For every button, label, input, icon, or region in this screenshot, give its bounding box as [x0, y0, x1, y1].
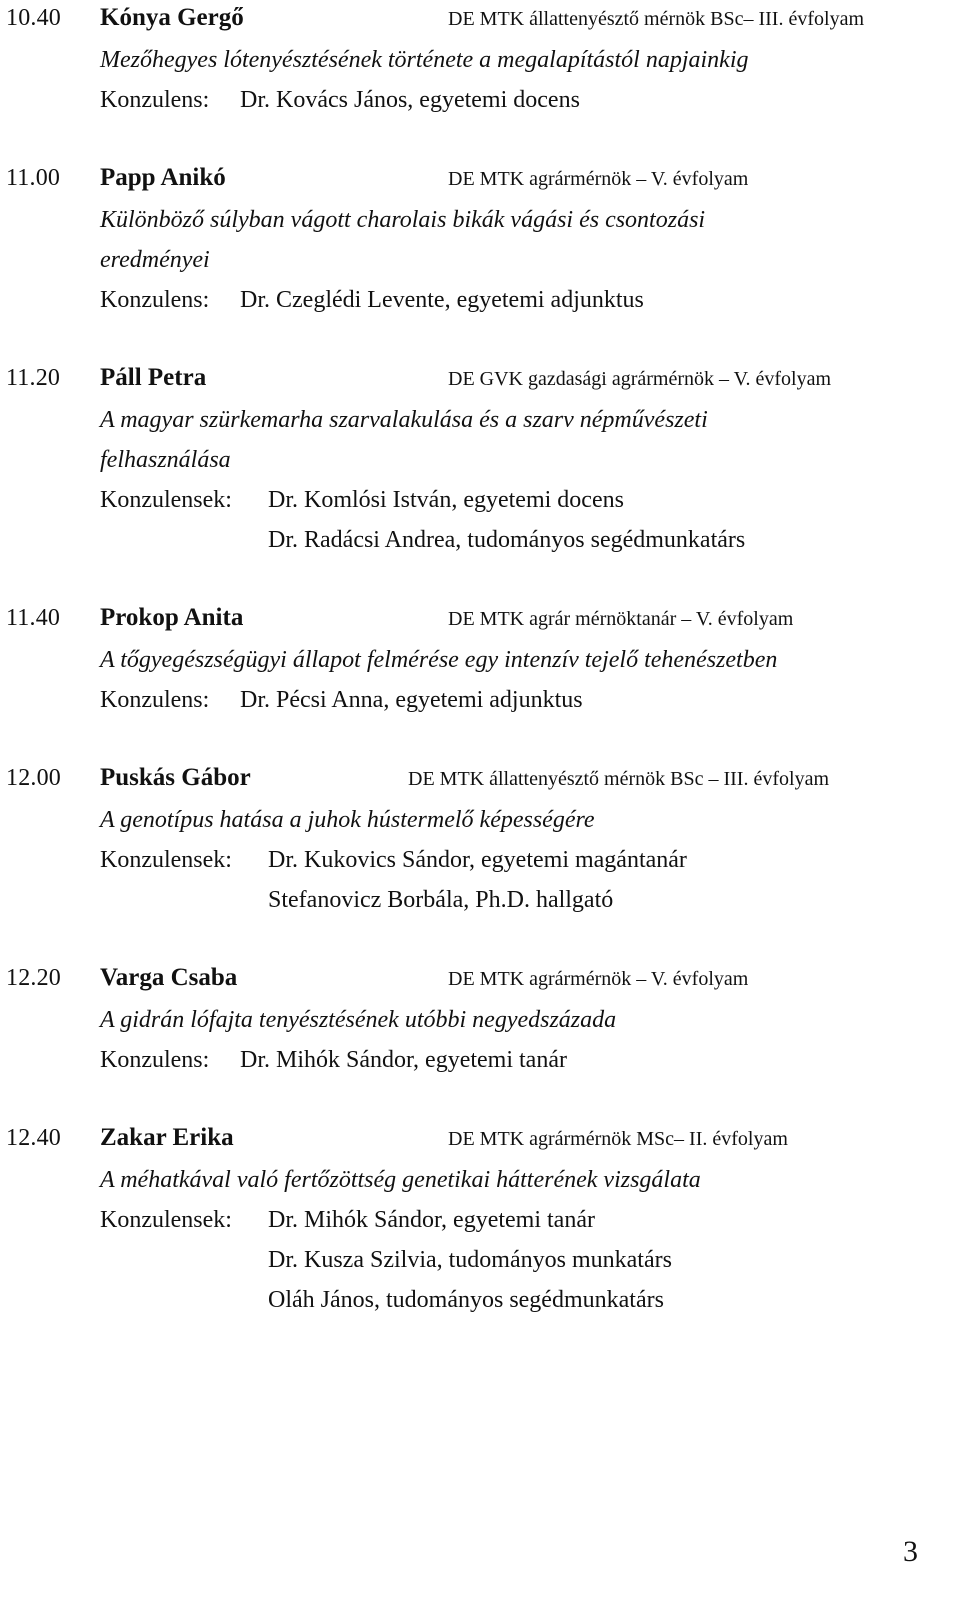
presenter-name: Prokop Anita: [100, 604, 244, 631]
consultant-name: Dr. Mihók Sándor, egyetemi tanár: [240, 1047, 567, 1073]
consultant-name: Dr. Radácsi Andrea, tudományos segédmunkatárs: [268, 527, 746, 553]
consultant-name: Dr. Mihók Sándor, egyetemi tanár: [268, 1207, 595, 1233]
presenter-institution: DE MTK agrármérnök – V. évfolyam: [448, 968, 749, 990]
consultant-label: Konzulens:: [100, 1047, 210, 1073]
entry-time: 10.40: [6, 5, 61, 31]
entry-time: 12.00: [6, 765, 61, 791]
program-entry: [0, 960, 960, 1080]
presenter-institution: DE MTK agrár mérnöktanár – V. évfolyam: [448, 608, 794, 630]
presenter-institution: DE MTK agrármérnök MSc– II. évfolyam: [448, 1128, 788, 1150]
entry-time: 12.40: [6, 1125, 61, 1151]
entry-header: [0, 0, 960, 40]
consultant-line: [0, 880, 960, 920]
entry-header: [0, 360, 960, 400]
consultant-name: Dr. Kukovics Sándor, egyetemi magántanár: [268, 847, 687, 873]
entry-header: [0, 760, 960, 800]
consultant-name: Dr. Pécsi Anna, egyetemi adjunktus: [240, 687, 583, 713]
entry-time: 12.20: [6, 965, 61, 991]
entry-header: [0, 160, 960, 200]
presentation-title-continued: eredményei: [100, 247, 210, 273]
consultant-line: [0, 1280, 960, 1320]
presenter-name: Páll Petra: [100, 364, 207, 391]
consultant-label: Konzulensek:: [100, 487, 232, 513]
entry-time: 11.20: [6, 365, 61, 391]
consultant-name: Dr. Kusza Szilvia, tudományos munkatárs: [268, 1247, 672, 1273]
consultant-label: Konzulens:: [100, 87, 210, 113]
program-entry: [0, 0, 960, 120]
presenter-name: Kónya Gergő: [100, 4, 244, 31]
presentation-title: Mezőhegyes lótenyésztésének története a megalapítástól napjainkig: [100, 47, 749, 73]
consultant-name: Dr. Komlósi István, egyetemi docens: [268, 487, 624, 513]
entry-header: [0, 960, 960, 1000]
program-entry: [0, 1120, 960, 1320]
consultant-line: [0, 80, 960, 120]
entry-time: 11.40: [6, 605, 61, 631]
presenter-name: Papp Anikó: [100, 164, 226, 191]
presentation-title: A genotípus hatása a juhok hústermelő képességére: [100, 807, 595, 833]
presentation-title: A méhatkával való fertőzöttség genetikai hátterének vizsgálata: [100, 1167, 701, 1193]
program-entry: [0, 160, 960, 320]
consultant-label: Konzulensek:: [100, 1207, 232, 1233]
consultant-line: [0, 1240, 960, 1280]
presenter-name: Zakar Erika: [100, 1124, 234, 1151]
consultant-line: [0, 520, 960, 560]
entry-time: 11.00: [6, 165, 61, 191]
program-entry: [0, 760, 960, 920]
presentation-title-continued: felhasználása: [100, 447, 231, 473]
consultant-line: [0, 840, 960, 880]
consultant-label: Konzulens:: [100, 287, 210, 313]
presentation-title: A tőgyegészségügyi állapot felmérése egy intenzív tejelő tehenészetben: [100, 647, 778, 673]
consultant-name: Dr. Kovács János, egyetemi docens: [240, 87, 580, 113]
presentation-title: Különböző súlyban vágott charolais bikák vágási és csontozási: [100, 207, 706, 233]
consultant-name: Dr. Czeglédi Levente, egyetemi adjunktus: [240, 287, 644, 313]
consultant-label: Konzulens:: [100, 687, 210, 713]
presentation-title: A magyar szürkemarha szarvalakulása és a szarv népművészeti: [100, 407, 708, 433]
presenter-name: Varga Csaba: [100, 964, 238, 991]
program-entry: [0, 360, 960, 560]
presenter-institution: DE MTK állattenyésztő mérnök BSc– III. évfolyam: [448, 8, 864, 30]
consultant-line: [0, 1200, 960, 1240]
consultant-line: [0, 1040, 960, 1080]
page-number: 3: [903, 1535, 918, 1568]
consultant-name: Oláh János, tudományos segédmunkatárs: [268, 1287, 664, 1313]
consultant-line: [0, 280, 960, 320]
entry-header: [0, 600, 960, 640]
presenter-institution: DE MTK agrármérnök – V. évfolyam: [448, 168, 749, 190]
consultant-line: [0, 480, 960, 520]
presenter-institution: DE MTK állattenyésztő mérnök BSc – III. évfolyam: [408, 768, 829, 790]
program-entry: [0, 600, 960, 720]
consultant-label: Konzulensek:: [100, 847, 232, 873]
presentation-title: A gidrán lófajta tenyésztésének utóbbi negyedszázada: [100, 1007, 617, 1033]
presenter-name: Puskás Gábor: [100, 764, 251, 791]
presenter-institution: DE GVK gazdasági agrármérnök – V. évfolyam: [448, 368, 832, 390]
consultant-line: [0, 680, 960, 720]
consultant-name: Stefanovicz Borbála, Ph.D. hallgató: [268, 887, 614, 913]
entry-header: [0, 1120, 960, 1160]
